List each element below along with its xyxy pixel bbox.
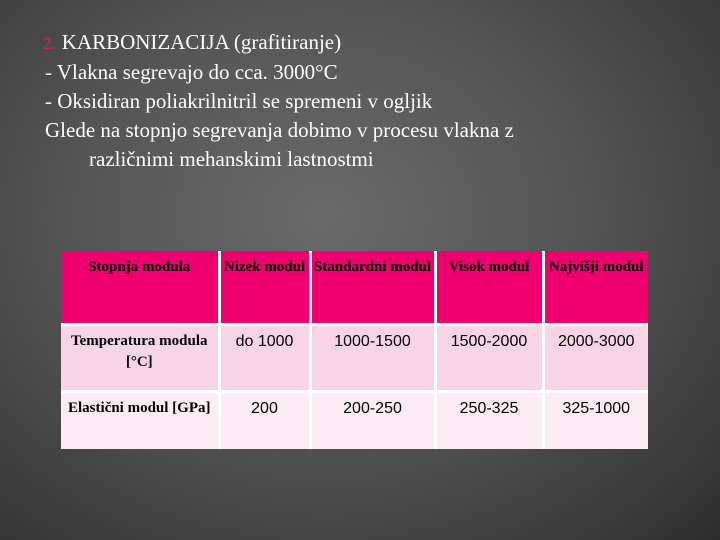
table-cell: 250-325	[435, 392, 543, 450]
table-header-row	[61, 251, 648, 325]
header-cell: Visok modul	[435, 251, 543, 325]
text-line-4: različnimi mehanskimi lastnostmi	[89, 147, 374, 171]
table-cell: do 1000	[219, 325, 310, 392]
section-heading	[45, 28, 665, 58]
table-cell: 1500-2000	[435, 325, 543, 392]
slide-text	[45, 28, 665, 174]
row-label: Elastični modul [GPa]	[61, 392, 219, 450]
table-cell: 1000-1500	[310, 325, 435, 392]
table-cell: 2000-3000	[543, 325, 648, 392]
header-cell: Stopnja modula	[61, 251, 219, 325]
header-cell: Standardni modul	[310, 251, 435, 325]
text-line-1: - Vlakna segrevajo do cca. 3000°C	[45, 60, 338, 84]
modulus-table	[61, 251, 648, 449]
table-row	[61, 392, 648, 450]
header-cell: Najvišji modul	[543, 251, 648, 325]
heading-title: KARBONIZACIJA (grafitiranje)	[61, 30, 342, 54]
table-cell: 325-1000	[543, 392, 648, 450]
text-line-2: - Oksidiran poliakrilnitril se spremeni v ogljik	[45, 89, 433, 113]
table-cell: 200-250	[310, 392, 435, 450]
heading-number: 2.	[43, 34, 56, 53]
header-cell: Nizek modul	[219, 251, 310, 325]
table-row	[61, 325, 648, 392]
text-line-3: Glede na stopnjo segrevanja dobimo v procesu vlakna z	[45, 118, 514, 142]
table-cell: 200	[219, 392, 310, 450]
row-label: Temperatura modula [°C]	[61, 325, 219, 392]
